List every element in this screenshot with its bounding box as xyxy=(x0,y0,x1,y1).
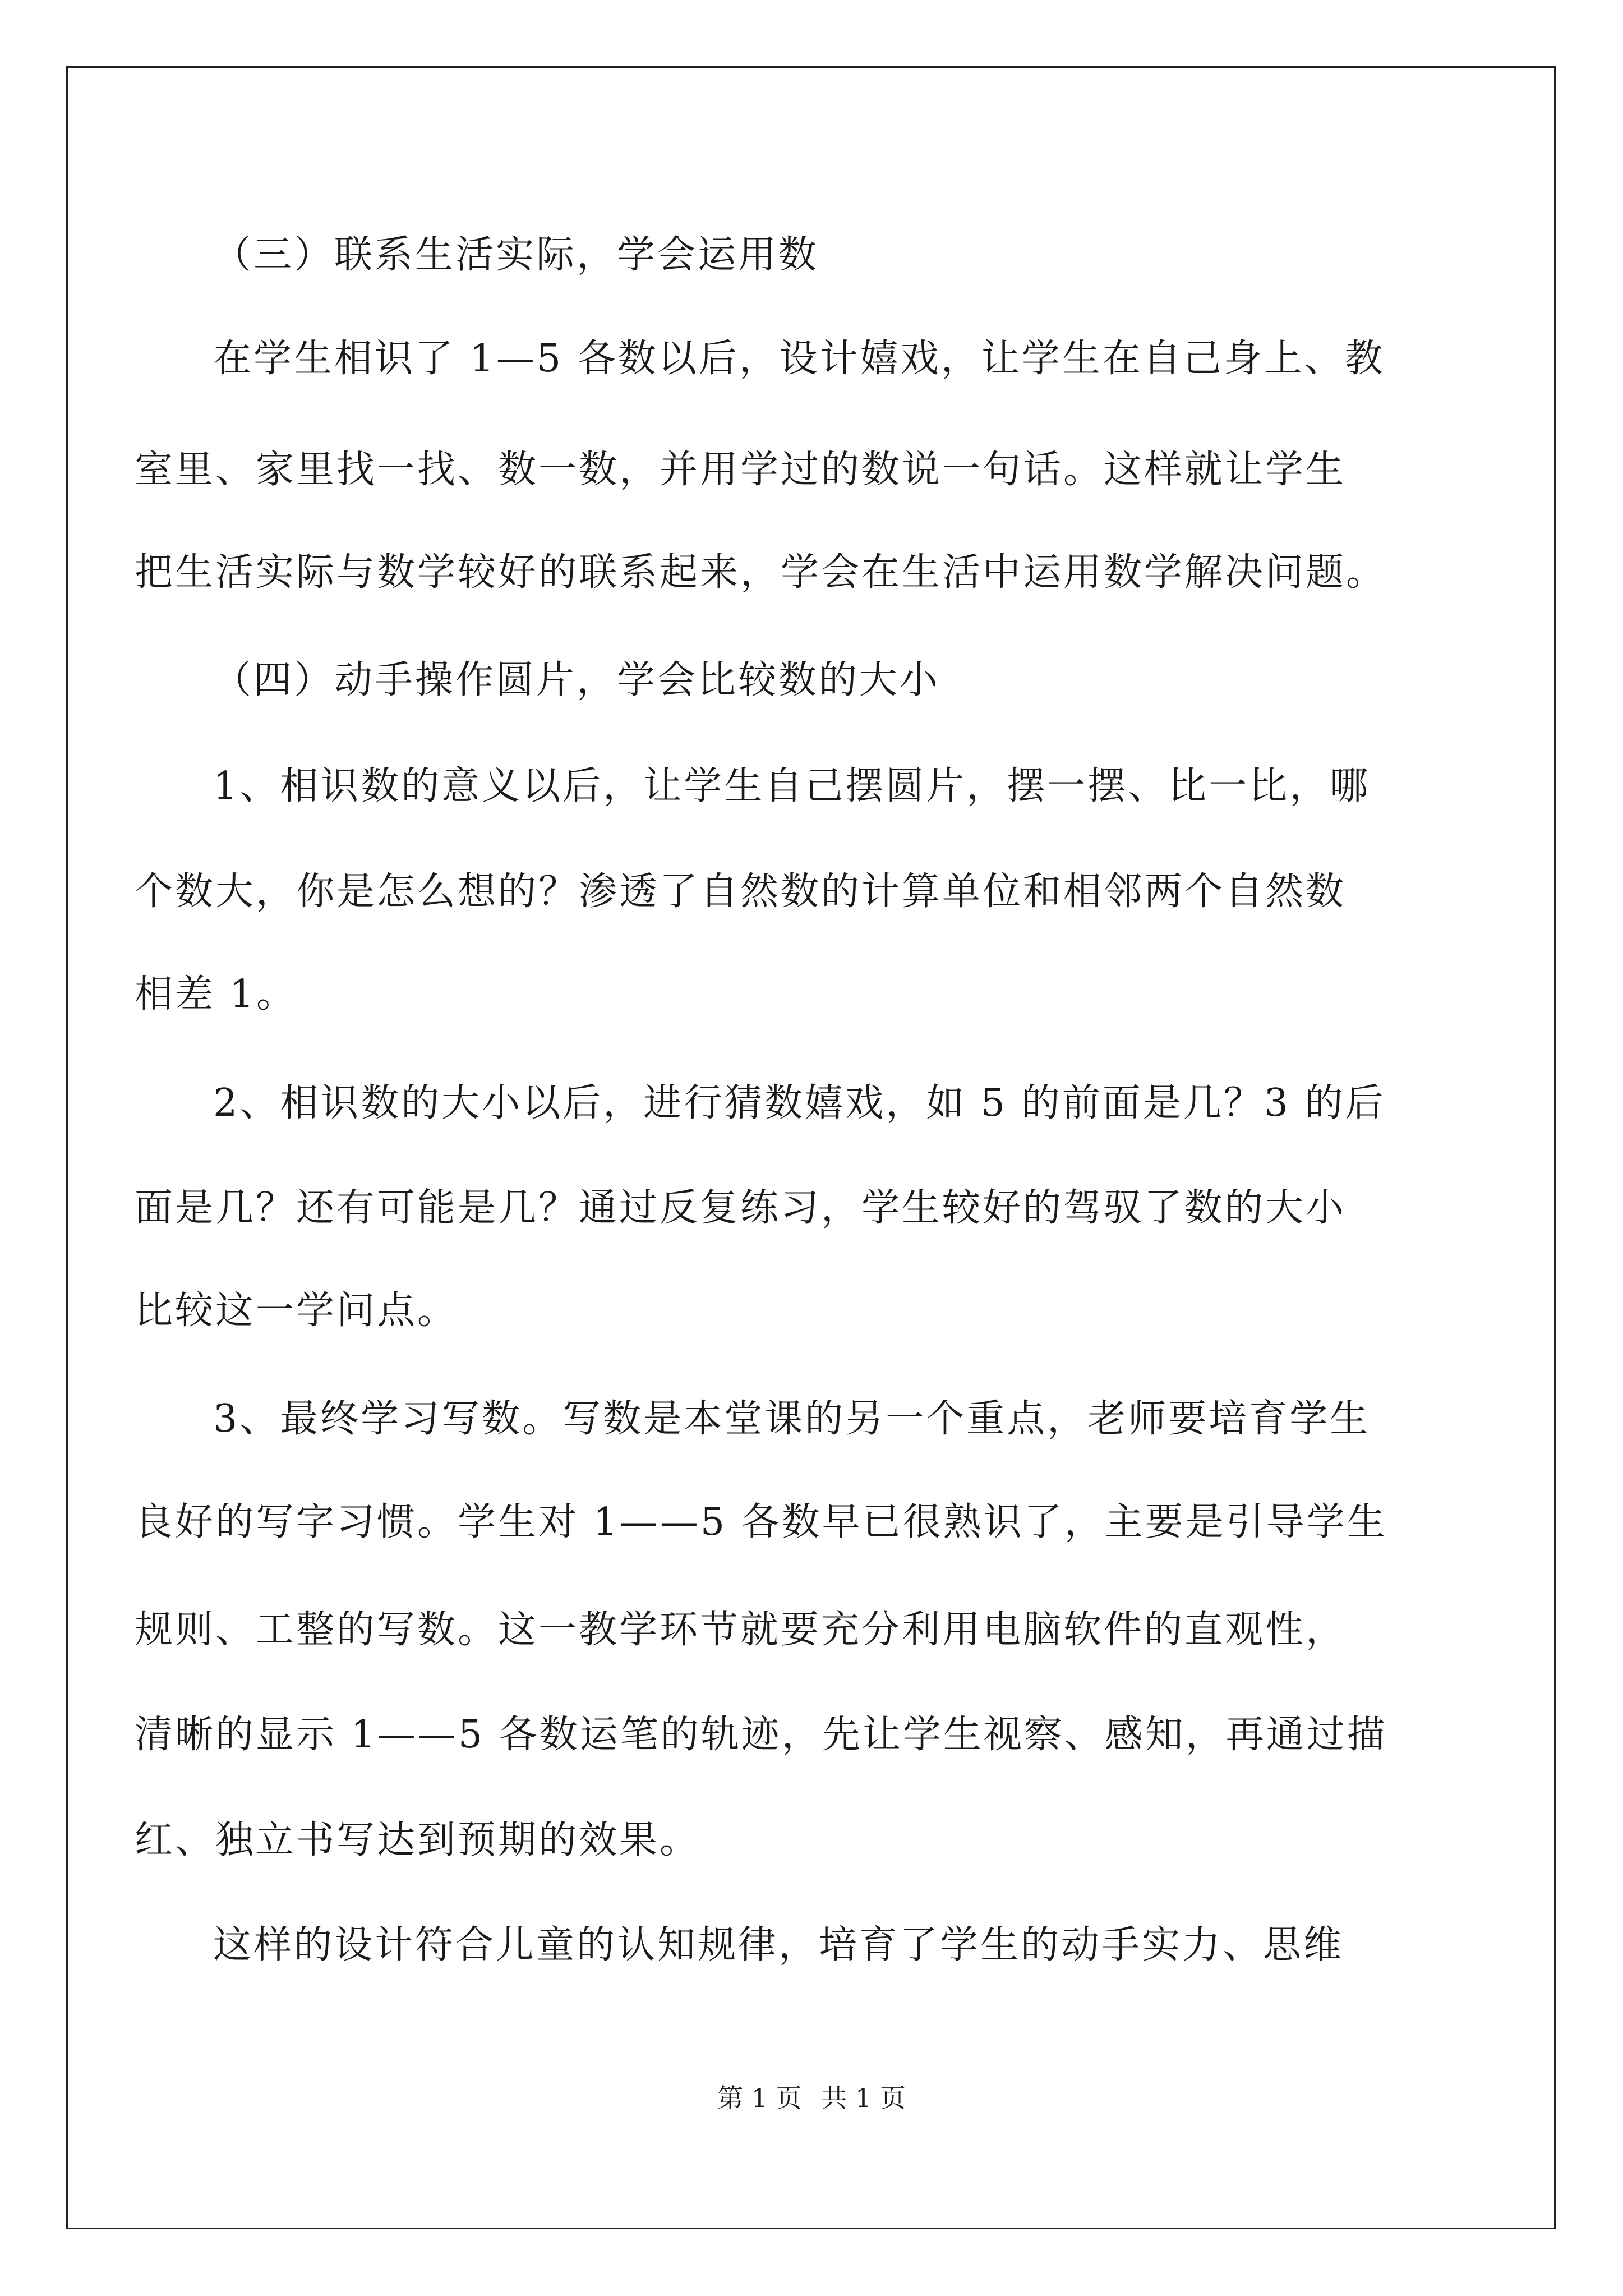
paragraph-line: 把生活实际与数学较好的联系起来，学会在生活中运用数学解决问题。 xyxy=(135,550,1387,595)
paragraph-line: 良好的写字习惯。学生对 1——5 各数早已很熟识了，主要是引导学生 xyxy=(135,1500,1387,1544)
page-footer xyxy=(0,2081,1623,2115)
paragraph-line: 3、最终学习写数。写数是本堂课的另一个重点，老师要培育学生 xyxy=(213,1397,1371,1441)
paragraph-line: 个数大，你是怎么想的？渗透了自然数的计算单位和相邻两个自然数 xyxy=(135,869,1347,914)
paragraph-line: 1、相识数的意义以后，让学生自己摆圆片，摆一摆、比一比，哪 xyxy=(213,764,1371,808)
paragraph-line: 在学生相识了 1—5 各数以后，设计嬉戏，让学生在自己身上、教 xyxy=(213,337,1385,381)
heading-section-3: （三）联系生活实际，学会运用数 xyxy=(213,233,819,277)
paragraph-line: 比较这一学问点。 xyxy=(135,1289,458,1333)
paragraph-line: 面是几？还有可能是几？通过反复练习，学生较好的驾驭了数的大小 xyxy=(135,1186,1347,1230)
page-total: 共 1 页 xyxy=(821,2083,906,2113)
paragraph-line: 室里、家里找一找、数一数，并用学过的数说一句话。这样就让学生 xyxy=(135,448,1347,492)
page-number: 第 1 页 xyxy=(717,2083,802,2113)
paragraph-line: 这样的设计符合儿童的认知规律，培育了学生的动手实力、思维 xyxy=(213,1923,1344,1967)
paragraph-line: 清晰的显示 1——5 各数运笔的轨迹，先让学生视察、感知，再通过描 xyxy=(135,1713,1387,1757)
paragraph-line: 相差 1。 xyxy=(135,972,297,1016)
paragraph-line: 2、相识数的大小以后，进行猜数嬉戏，如 5 的前面是几？3 的后 xyxy=(213,1081,1386,1125)
page-border xyxy=(66,66,1556,2229)
paragraph-line: 红、独立书写达到预期的效果。 xyxy=(135,1818,700,1862)
heading-section-4: （四）动手操作圆片，学会比较数的大小 xyxy=(213,658,940,702)
paragraph-line: 规则、工整的写数。这一教学环节就要充分利用电脑软件的直观性， xyxy=(135,1608,1347,1652)
